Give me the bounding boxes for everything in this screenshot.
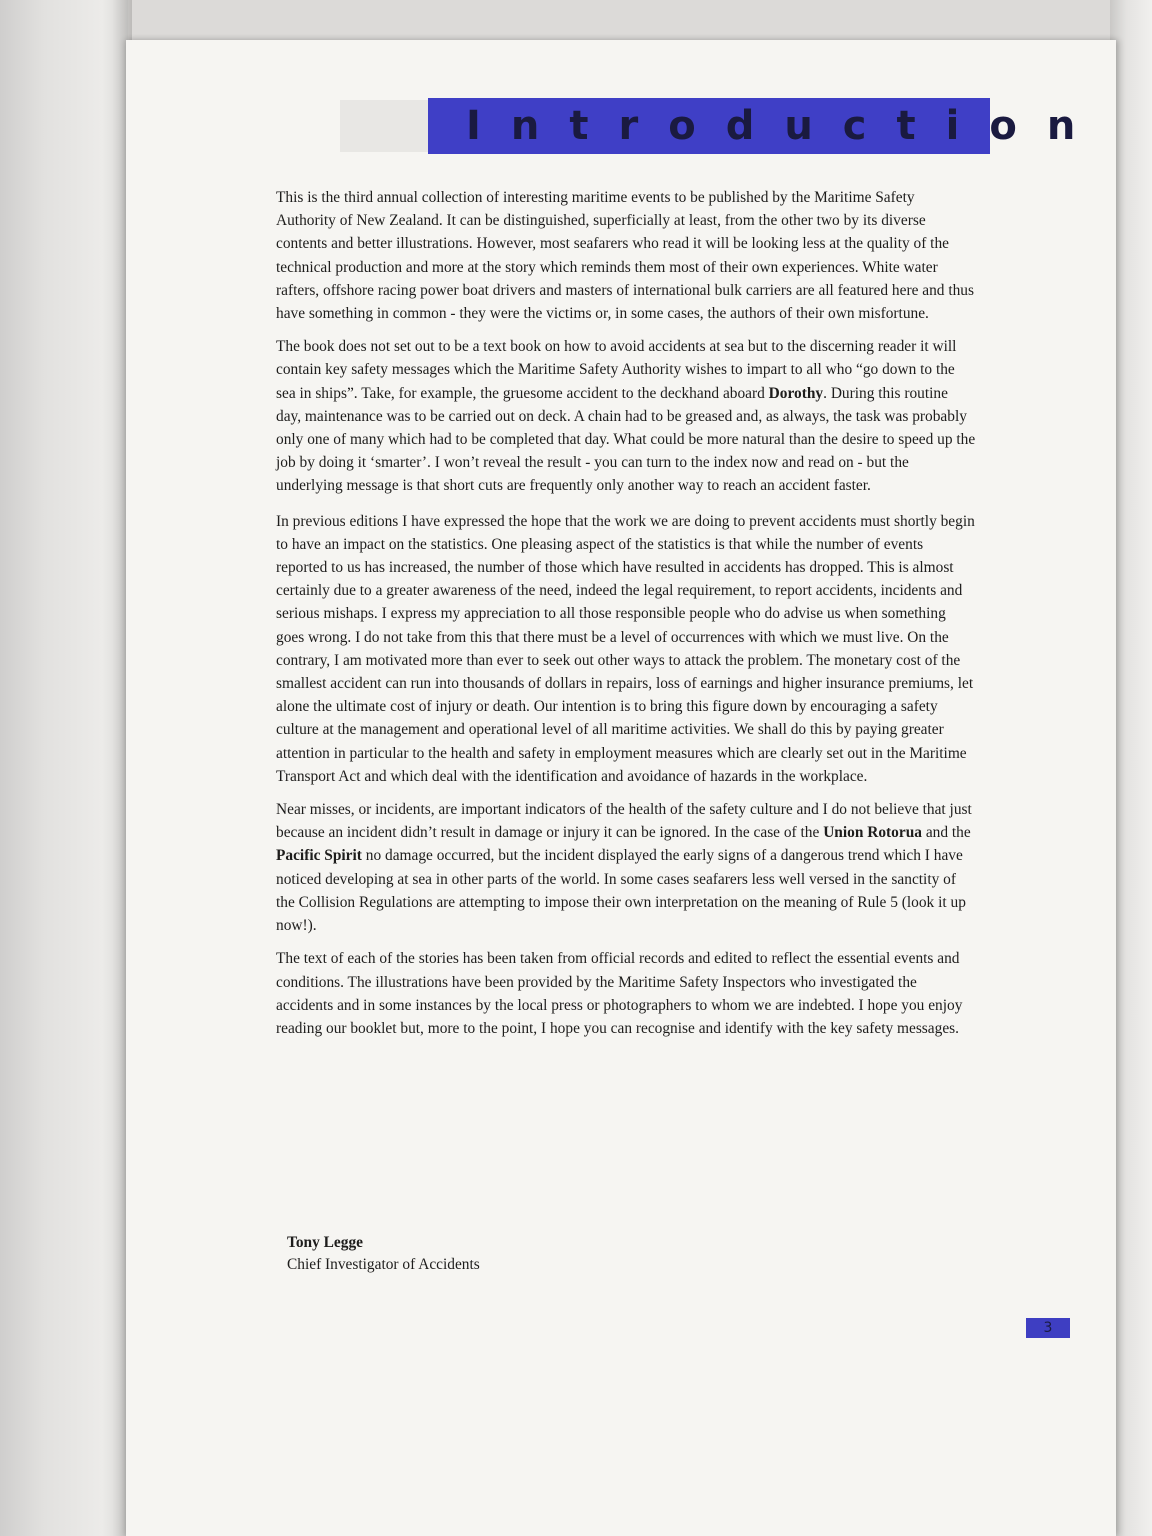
page-title: Introduction [466,103,1106,149]
author-role: Chief Investigator of Accidents [287,1256,480,1273]
vessel-name: Pacific Spirit [276,847,362,865]
signature-block [287,1232,480,1276]
document-page [126,40,1116,1536]
title-banner [428,98,1106,154]
backdrop [1110,0,1152,1536]
paragraph-4: Near misses, or incidents, are important indicators of the health of the safety culture and I do not believe that just because an incident didn’t result in damage or injury it can be ignored. In the case of the Union Rotorua and the Pacific Spirit no damage occurred, but the incident displayed the early signs of a dangerous trend which I have noticed developing at sea in other parts of the world. In some cases seafarers less well versed in the sanctity of the Collision Regulations are attempting to impose their own interpretation on the meaning of Rule 5 (look it up now!). [276,801,972,935]
page-number: 3 [1026,1318,1070,1338]
paragraph-2: The book does not set out to be a text book on how to avoid accidents at sea but to the discerning reader it will contain key safety messages which the Maritime Safety Authority wishes to impart to all who “go down to the sea in ships”. Take, for example, the gruesome accident to the deckhand aboard Dorothy. During this routine day, maintenance was to be carried out on deck. A chain had to be greased and, as always, the task was probably only one of many which had to be completed that day. What could be more natural than the desire to speed up the job by doing it ‘smarter’. I won’t reveal the result - you can turn to the index now and read on - but the underlying message is that short cuts are frequently only another way to reach an accident faster. [276,338,976,495]
paragraph-1: This is the third annual collection of interesting maritime events to be published by the Maritime Safety Authority of New Zealand. It can be distinguished, superficially at least, from the other two by its diverse contents and better illustrations. However, most seafarers who read it will be looking less at the quality of the technical production and more at the story which reminds them most of their own experiences. White water rafters, offshore racing power boat drivers and masters of international bulk carriers are all featured here and thus have something in common - they were the victims or, in some cases, the authors of their own misfortune. [276,189,974,323]
paragraph-3: In previous editions I have expressed the hope that the work we are doing to prevent accidents must shortly begin to have an impact on the statistics. One pleasing aspect of the statistics is that while the number of events reported to us has increased, the number of those which have resulted in accidents has dropped. This is almost certainly due to a greater awareness of the need, indeed the legal requirement, to report accidents, incidents and serious mishaps. I express my appreciation to all those responsible people who do advise us when something goes wrong. I do not take from this that there must be a level of occurrences with which we must live. On the contrary, I am motivated more than ever to seek out other ways to attack the problem. The monetary cost of the smallest accident can run into thousands of dollars in repairs, loss of earnings and higher insurance premiums, let alone the ultimate cost of injury or death. Our intention is to bring this figure down by encouraging a safety culture at the management and operational level of all maritime activities. We shall do this by paying greater attention in particular to the health and safety in employment measures which are clearly set out in the Maritime Transport Act and which deal with the identification and avoidance of hazards in the workplace. [276,512,975,785]
previous-page-edge [0,0,128,1536]
vessel-name: Union Rotorua [823,824,922,842]
paragraph-5: The text of each of the stories has been taken from official records and edited to reflect the essential events and conditions. The illustrations have been provided by the Maritime Safety Inspectors who investigated the accidents and in some instances by the local press or photographers to whom we are indebted. I hope you enjoy reading our booklet but, more to the point, I hope you can recognise and identify with the key safety messages. [276,950,963,1037]
author-name: Tony Legge [287,1234,363,1251]
vessel-name: Dorothy [768,384,824,402]
body-text [276,186,976,1050]
